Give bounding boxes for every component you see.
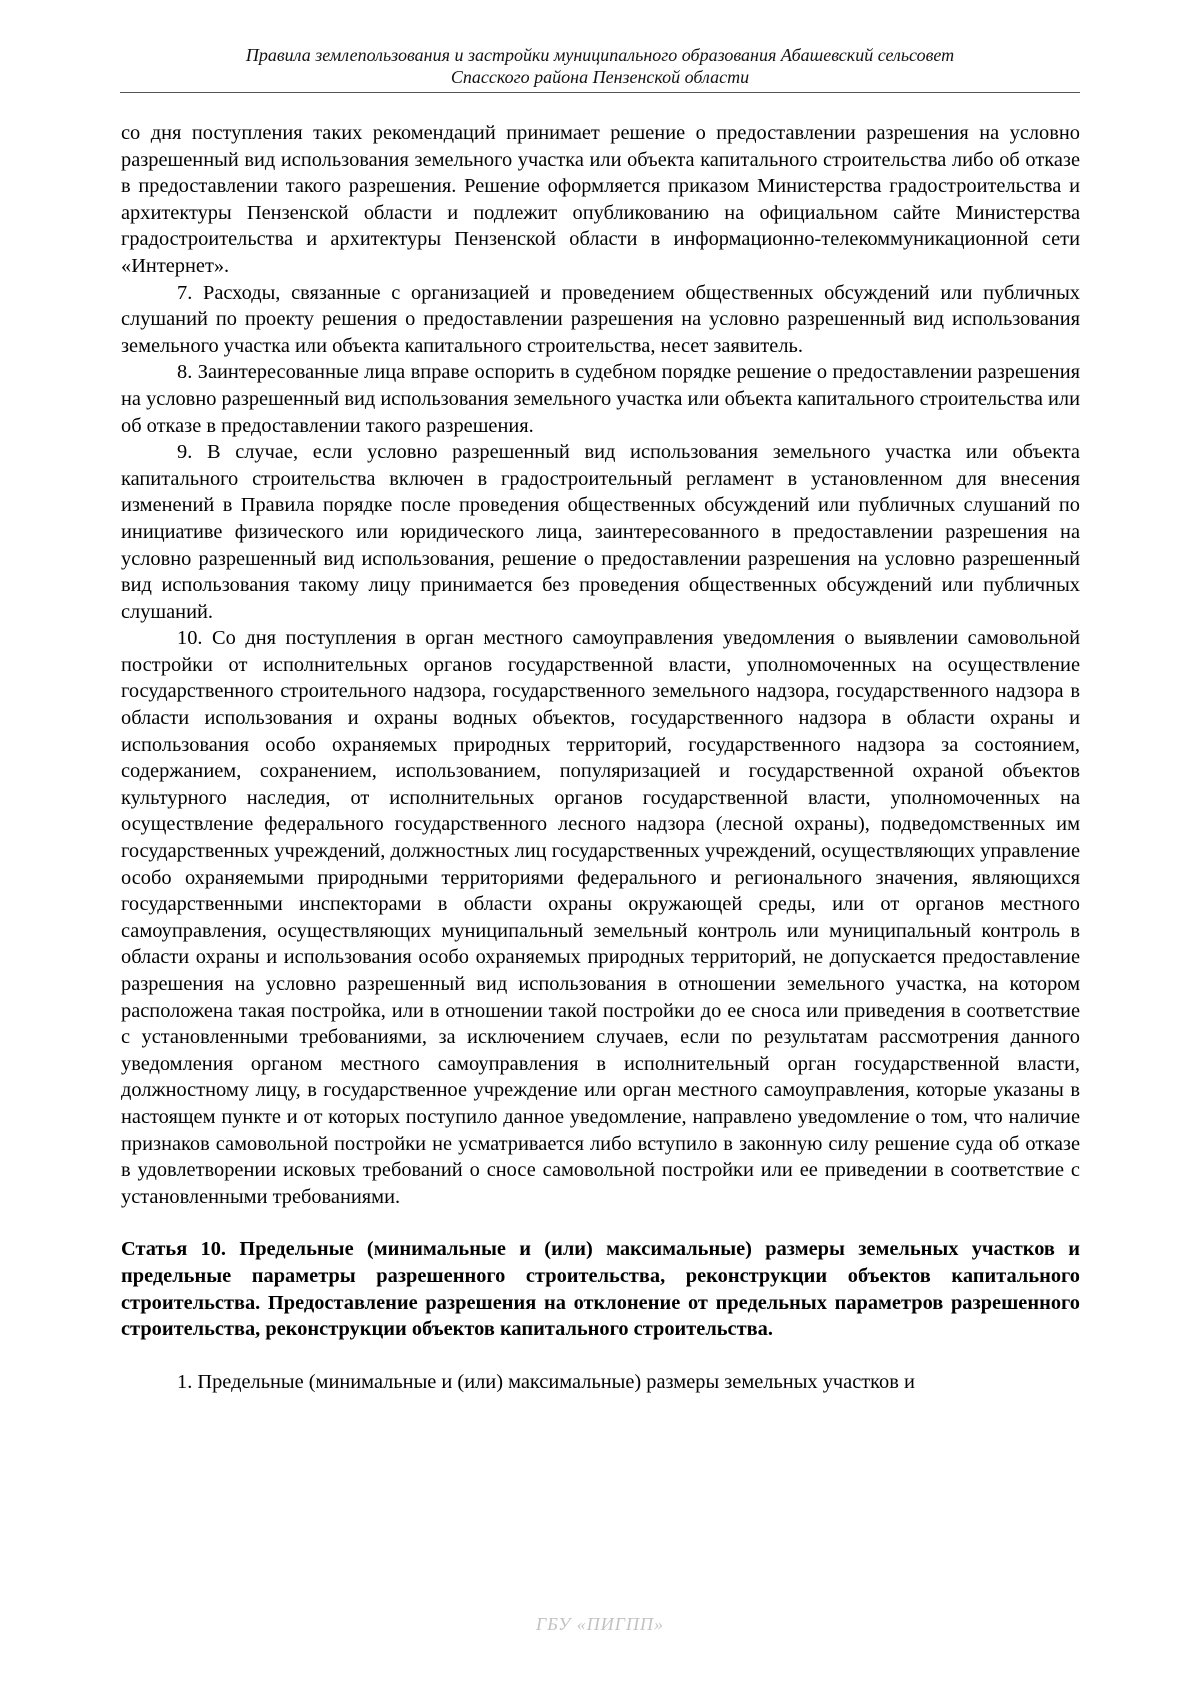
header-line-1: Правила землепользования и застройки муниципального образования Абашевский сельсовет <box>245 45 955 65</box>
paragraph-item-7: 7. Расходы, связанные с организацией и проведением общественных обсуждений или публичных слушаний по проекту решения о предоставлении разрешения на условно разрешенный вид использования земельного участка или объекта капитального строительства, несет заявитель. <box>121 281 1080 357</box>
document-body <box>121 120 1080 1395</box>
header-divider <box>120 92 1080 93</box>
footer-watermark: ГБУ «ПИГПП» <box>536 1614 664 1634</box>
paragraph-item-8: 8. Заинтересованные лица вправе оспорить в судебном порядке решение о предоставлении разрешения на условно разрешенный вид использования земельного участка или объекта капитального строительства или об отказе в предоставлении такого разрешения. <box>121 361 1080 437</box>
header-line-2: Спасского района Пензенской области <box>450 67 750 87</box>
article-heading: Статья 10. Предельные (минимальные и (или) максимальные) размеры земельных участков и предельные параметры разрешенного строительства, реконструкции объектов капитального строительства. Предоставление разрешения на отклонение от предельных параметров разрешенного строительства, реконструкции объектов капитального строительства. <box>121 1238 1080 1341</box>
paragraph-item-9: 9. В случае, если условно разрешенный вид использования земельного участка или объекта капитального строительства включен в градостроительный регламент в установленном для внесения изменений в Правила порядке после проведения общественных обсуждений или публичных слушаний по инициативе физического или юридического лица, заинтересованного в предоставлении разрешения на условно разрешенный вид использования, решение о предоставлении разрешения на условно разрешенный вид использования такому лицу принимается без проведения общественных обсуждений или публичных слушаний. <box>121 441 1080 623</box>
article-item-1: 1. Предельные (минимальные и (или) максимальные) размеры земельных участков и <box>177 1370 915 1393</box>
paragraph-item-10: 10. Со дня поступления в орган местного самоуправления уведомления о выявлении самовольной постройки от исполнительных органов государственной власти, уполномоченных на осуществление государственного строительного надзора, государственного земельного надзора, государственного надзора в области использования и охраны водных объектов, государственного надзора в области охраны и использования особо охраняемых природных территорий, государственного надзора за состоянием, содержанием, сохранением, использованием, популяризацией и государственной охраной объектов культурного наследия, от исполнительных органов государственной власти, уполномоченных на осуществление федерального государственного лесного надзора (лесной охраны), подведомственных им государственных учреждений, должностных лиц государственных учреждений, осуществляющих управление особо охраняемыми природными территориями федерального и регионального значения, являющихся государственными инспекторами в области охраны окружающей среды, или от органов местного самоуправления, осуществляющих муниципальный земельный контроль или муниципальный контроль в области охраны и использования особо охраняемых природных территорий, не допускается предоставление разрешения на условно разрешенный вид использования в отношении земельного участка, на котором расположена такая постройка, или в отношении такой постройки до ее сноса или приведения в соответствие с установленными требованиями, за исключением случаев, если по результатам рассмотрения данного уведомления органом местного самоуправления в исполнительный орган государственной власти, должностному лицу, в государственное учреждение или орган местного самоуправления, которые указаны в настоящем пункте и от которых поступило данное уведомление, направлено уведомление о том, что наличие признаков самовольной постройки не усматривается либо вступило в законную силу решение суда об отказе в удовлетворении исковых требований о сносе самовольной постройки или ее приведении в соответствие с установленными требованиями. <box>121 627 1080 1208</box>
page-header <box>120 44 1080 88</box>
paragraph-continuation: со дня поступления таких рекомендаций принимает решение о предоставлении разрешения на условно разрешенный вид использования земельного участка или объекта капитального строительства либо об отказе в предоставлении такого разрешения. Решение оформляется приказом Министерства градостроительства и архитектуры Пензенской области и подлежит опубликованию на официальном сайте Министерства градостроительства и архитектуры Пензенской области в информационно-телекоммуникационной сети «Интернет». <box>121 122 1080 277</box>
